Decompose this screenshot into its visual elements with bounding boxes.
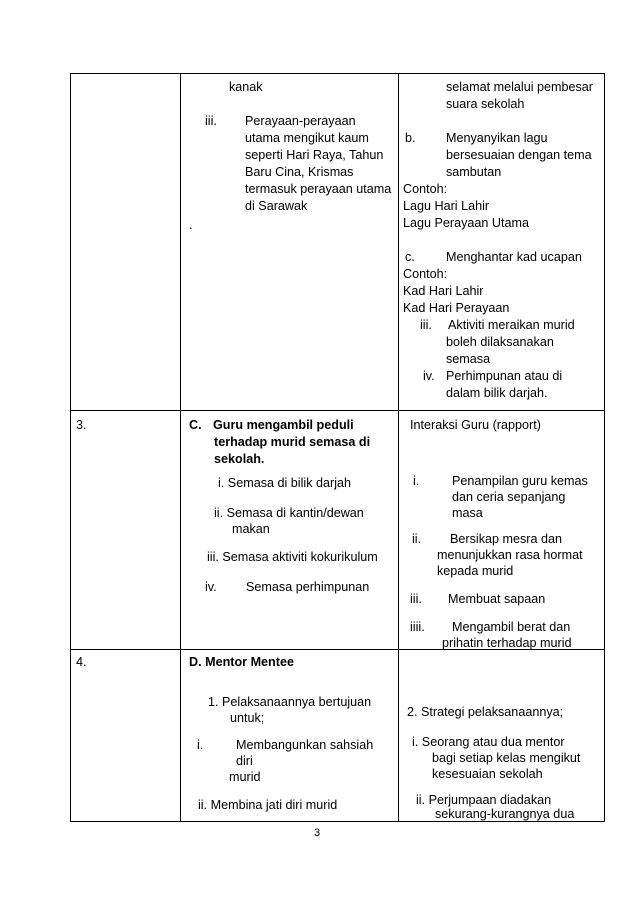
table-border-left — [70, 73, 71, 822]
interaksi-line: prihatin terhadap murid — [442, 636, 572, 650]
interaksi-line: Bersikap mesra dan — [450, 532, 562, 546]
lagu-item: Lagu Perayaan Utama — [403, 216, 530, 230]
list-item: makan — [232, 522, 270, 536]
item-iii-line: boleh dilaksanakan — [446, 335, 554, 349]
item-iv-line: dalam bilik darjah. — [446, 386, 548, 400]
item-iii-marker: iii. — [420, 318, 432, 332]
list-item: ii. Semasa di kantin/dewan — [214, 506, 364, 520]
interaksi-line: Penampilan guru kemas — [452, 474, 588, 488]
strategy-ii-line: ii. Perjumpaan diadakan — [416, 793, 552, 807]
list-item: iii. Semasa aktiviti kokurikulum — [207, 550, 378, 564]
stray-dot: . — [189, 218, 193, 232]
section-c-heading: sekolah. — [214, 452, 265, 466]
row-divider-3 — [70, 410, 605, 411]
item-i-line: diri — [236, 754, 253, 768]
item-iii-line: semasa — [446, 352, 491, 366]
strategy-i-line: bagi setiap kelas mengikut — [432, 751, 581, 765]
item-b-line: sambutan — [446, 165, 502, 179]
interaksi-line: menunjukkan rasa hormat — [437, 548, 583, 562]
contoh-label: Contoh: — [403, 267, 448, 281]
interaksi-line: Membuat sapaan — [448, 592, 546, 606]
table-border-top — [70, 73, 605, 74]
item-i-marker: i. — [197, 738, 204, 752]
item-iii-line: Baru Cina, Krismas — [245, 165, 354, 179]
cont-line: selamat melalui pembesar — [446, 80, 593, 94]
item-iii-line: utama mengikut kaum — [245, 131, 369, 145]
interaksi-line: kepada murid — [437, 564, 514, 578]
item-b-line: Menyanyikan lagu — [446, 131, 548, 145]
item-iii-marker: iii. — [205, 114, 217, 128]
item-iv-text: Semasa perhimpunan — [246, 580, 370, 594]
strategy-i-line: i. Seorang atau dua mentor — [412, 735, 565, 749]
item-c-marker: c. — [405, 250, 415, 264]
item-c-text: Menghantar kad ucapan — [446, 250, 582, 264]
page-number: 3 — [314, 827, 321, 839]
interaksi-marker: i. — [413, 474, 420, 488]
strategy-i-line: kesesuaian sekolah — [432, 767, 543, 781]
section-c-marker: C. — [189, 418, 202, 432]
text-kanak: kanak — [229, 80, 263, 94]
row-number: 4. — [76, 655, 87, 669]
strategy-ii-line: sekurang-kurangnya dua — [435, 807, 575, 821]
column-divider-1 — [180, 73, 181, 822]
item-iii-line: Aktiviti meraikan murid — [448, 318, 575, 332]
section-c-heading: Guru mengambil peduli — [213, 418, 354, 432]
contoh-label: Contoh: — [403, 182, 448, 196]
column-divider-2 — [398, 73, 399, 822]
table-border-right — [604, 73, 605, 822]
item-i-line: murid — [229, 770, 261, 784]
interaksi-line: Mengambil berat dan — [452, 620, 571, 634]
interaksi-line: dan ceria sepanjang — [452, 490, 566, 504]
interaksi-title: Interaksi Guru (rapport) — [410, 418, 541, 432]
item-iii-line: seperti Hari Raya, Tahun — [245, 148, 384, 162]
interaksi-marker: iiii. — [410, 620, 425, 634]
interaksi-line: masa — [452, 506, 483, 520]
item-b-marker: b. — [405, 131, 416, 145]
item-i-line: Membangunkan sahsiah — [236, 738, 374, 752]
cont-line: suara sekolah — [446, 97, 525, 111]
interaksi-marker: iii. — [410, 592, 422, 606]
p1-line: untuk; — [230, 711, 265, 725]
p1-line: 1. Pelaksanaannya bertujuan — [208, 695, 372, 709]
item-iv-marker: iv. — [423, 369, 435, 383]
section-c-heading: terhadap murid semasa di — [214, 435, 371, 449]
item-iii-line: Perayaan-perayaan — [245, 114, 356, 128]
strategy-heading: 2. Strategi pelaksanaannya; — [407, 705, 564, 719]
section-d-heading: D. Mentor Mentee — [189, 655, 294, 669]
item-b-line: bersesuaian dengan tema — [446, 148, 592, 162]
item-iv-line: Perhimpunan atau di — [446, 369, 563, 383]
interaksi-marker: ii. — [412, 532, 422, 546]
item-ii-text: ii. Membina jati diri murid — [198, 798, 338, 812]
item-iii-line: di Sarawak — [245, 199, 308, 213]
row-number: 3. — [76, 418, 87, 432]
list-item: i. Semasa di bilik darjah — [218, 476, 351, 490]
item-iv-marker: iv. — [205, 580, 217, 594]
kad-item: Kad Hari Lahir — [403, 284, 484, 298]
item-iii-line: termasuk perayaan utama — [245, 182, 392, 196]
kad-item: Kad Hari Perayaan — [403, 301, 510, 315]
lagu-item: Lagu Hari Lahir — [403, 199, 490, 213]
